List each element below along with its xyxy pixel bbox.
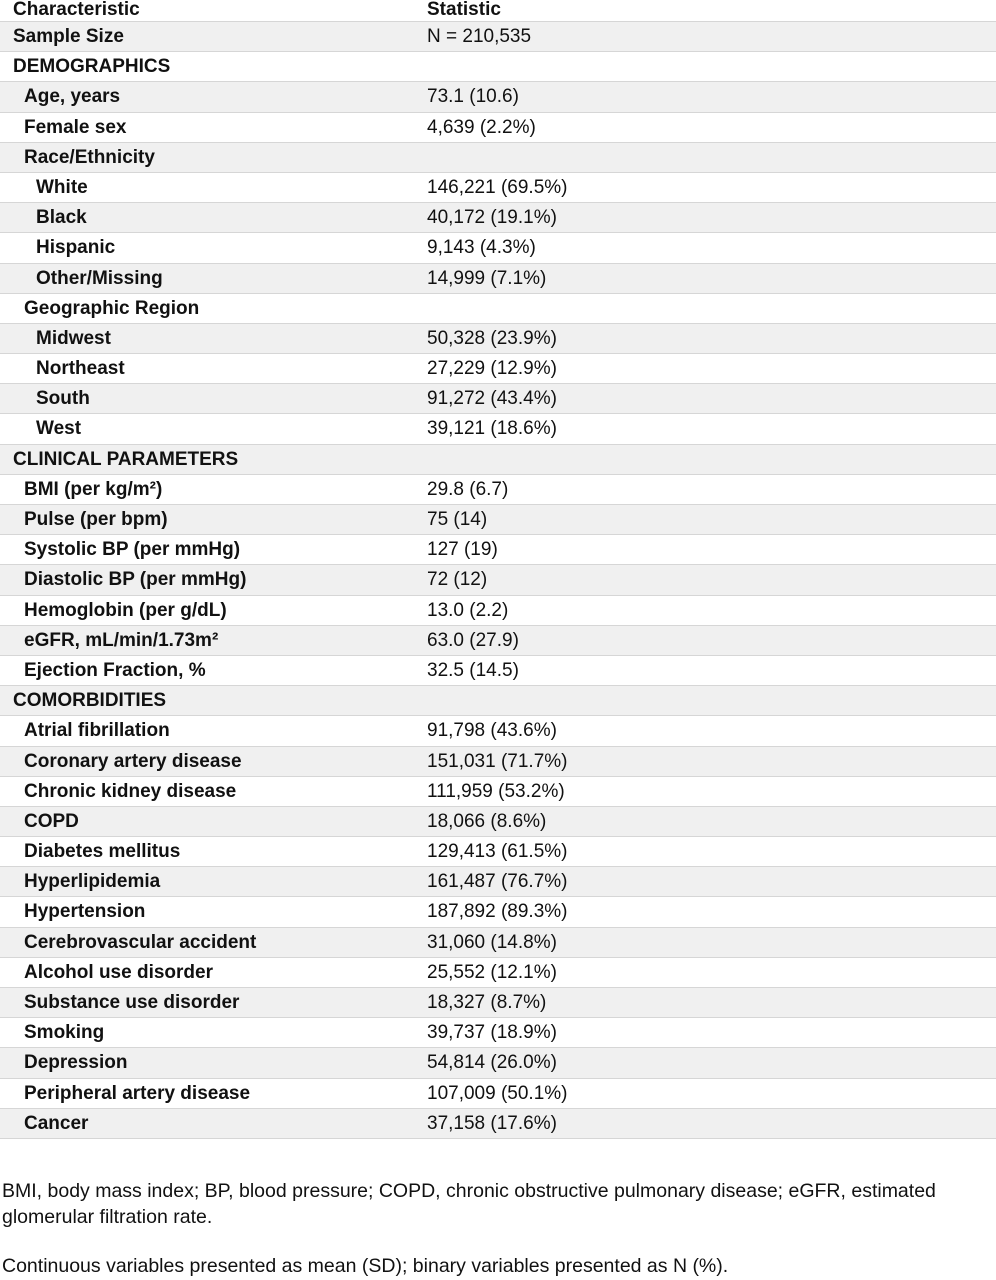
row-statistic: 32.5 (14.5) bbox=[427, 659, 519, 681]
row-statistic: 75 (14) bbox=[427, 509, 488, 530]
table-row bbox=[0, 656, 996, 686]
row-characteristic: Other/Missing bbox=[36, 267, 163, 289]
row-statistic: 27,229 (12.9%) bbox=[427, 358, 557, 380]
row-characteristic: Geographic Region bbox=[24, 297, 200, 319]
row-statistic: 91,272 (43.4%) bbox=[427, 388, 557, 410]
row-statistic: 13.0 (2.2) bbox=[427, 599, 509, 621]
row-characteristic: Hispanic bbox=[36, 237, 116, 259]
presentation-note: Continuous variables presented as mean (SD); binary variables presented as N (%). bbox=[2, 1255, 729, 1277]
row-statistic: 111,959 (53.2%) bbox=[427, 780, 565, 802]
row-statistic: 63.0 (27.9) bbox=[427, 629, 519, 651]
table-row bbox=[0, 958, 996, 988]
row-characteristic: Race/Ethnicity bbox=[24, 146, 155, 168]
row-characteristic: Chronic kidney disease bbox=[24, 780, 237, 802]
table-row bbox=[0, 807, 996, 837]
row-characteristic: Coronary artery disease bbox=[24, 750, 242, 772]
table-row bbox=[0, 928, 996, 958]
row-characteristic: CLINICAL PARAMETERS bbox=[13, 448, 239, 470]
table-row bbox=[0, 113, 996, 143]
table-row bbox=[0, 505, 996, 535]
row-statistic: 39,737 (18.9%) bbox=[427, 1022, 557, 1044]
table-row bbox=[0, 1048, 996, 1078]
table-row bbox=[0, 294, 996, 324]
row-characteristic: COPD bbox=[24, 810, 79, 832]
table-row bbox=[0, 1109, 996, 1139]
row-statistic: 39,121 (18.6%) bbox=[427, 418, 557, 440]
table-row bbox=[0, 384, 996, 414]
row-characteristic: Systolic BP (per mmHg) bbox=[24, 539, 241, 561]
row-characteristic: Hyperlipidemia bbox=[24, 871, 161, 893]
table-header-row bbox=[0, 0, 996, 22]
row-statistic: 4,639 (2.2%) bbox=[427, 116, 536, 138]
row-characteristic: Midwest bbox=[36, 327, 111, 349]
table-row bbox=[0, 264, 996, 294]
row-statistic: 73.1 (10.6) bbox=[427, 86, 519, 108]
table-row bbox=[0, 1079, 996, 1109]
table-row bbox=[0, 414, 996, 444]
row-statistic: 129,413 (61.5%) bbox=[427, 841, 568, 863]
header-characteristic: Characteristic bbox=[13, 0, 140, 20]
row-characteristic: Smoking bbox=[24, 1022, 105, 1044]
row-characteristic: Sample Size bbox=[13, 26, 124, 47]
header-statistic: Statistic bbox=[427, 0, 501, 20]
row-characteristic: Diastolic BP (per mmHg) bbox=[24, 569, 247, 591]
row-characteristic: Atrial fibrillation bbox=[24, 720, 170, 742]
table-row bbox=[0, 686, 996, 716]
row-statistic: 9,143 (4.3%) bbox=[427, 237, 536, 259]
table-row bbox=[0, 897, 996, 927]
table-row bbox=[0, 324, 996, 354]
table-row bbox=[0, 233, 996, 263]
table-body bbox=[0, 22, 996, 1139]
row-statistic: 54,814 (26.0%) bbox=[427, 1052, 557, 1074]
table-row bbox=[0, 22, 996, 52]
row-characteristic: Pulse (per bpm) bbox=[24, 509, 168, 530]
row-statistic: 91,798 (43.6%) bbox=[427, 720, 557, 742]
row-statistic: 187,892 (89.3%) bbox=[427, 901, 568, 923]
row-statistic: 18,066 (8.6%) bbox=[427, 810, 547, 832]
row-characteristic: Depression bbox=[24, 1052, 128, 1074]
table-row bbox=[0, 475, 996, 505]
abbreviations-note: BMI, body mass index; BP, blood pressure; COPD, chronic obstructive pulmonary disease; eGFR, estimated glomerular filtration rate. bbox=[2, 1180, 936, 1228]
row-characteristic: DEMOGRAPHICS bbox=[13, 56, 171, 78]
row-characteristic: Hypertension bbox=[24, 901, 146, 923]
row-characteristic: Peripheral artery disease bbox=[24, 1082, 251, 1104]
row-characteristic: Age, years bbox=[24, 86, 121, 108]
row-characteristic: eGFR, mL/min/1.73m² bbox=[24, 629, 219, 651]
row-characteristic: White bbox=[36, 176, 88, 198]
table-row bbox=[0, 143, 996, 173]
row-statistic: 50,328 (23.9%) bbox=[427, 327, 557, 349]
row-statistic: 37,158 (17.6%) bbox=[427, 1112, 557, 1134]
table-row bbox=[0, 596, 996, 626]
table-row bbox=[0, 535, 996, 565]
row-statistic: 72 (12) bbox=[427, 569, 488, 591]
row-statistic: 146,221 (69.5%) bbox=[427, 176, 568, 198]
row-characteristic: Ejection Fraction, % bbox=[24, 659, 206, 681]
table-row bbox=[0, 1018, 996, 1048]
row-characteristic: Diabetes mellitus bbox=[24, 841, 181, 863]
table-row bbox=[0, 867, 996, 897]
table-row bbox=[0, 626, 996, 656]
row-statistic: 18,327 (8.7%) bbox=[427, 992, 547, 1013]
row-characteristic: Black bbox=[36, 207, 87, 229]
row-characteristic: Northeast bbox=[36, 358, 125, 380]
row-statistic: 40,172 (19.1%) bbox=[427, 207, 557, 229]
table-row bbox=[0, 203, 996, 233]
row-statistic: 127 (19) bbox=[427, 539, 498, 561]
table-row bbox=[0, 82, 996, 112]
row-statistic: N = 210,535 bbox=[427, 26, 532, 47]
row-characteristic: Hemoglobin (per g/dL) bbox=[24, 599, 227, 621]
row-characteristic: COMORBIDITIES bbox=[13, 690, 167, 712]
table-row bbox=[0, 565, 996, 595]
table-row bbox=[0, 837, 996, 867]
row-characteristic: BMI (per kg/m²) bbox=[24, 478, 163, 500]
row-characteristic: South bbox=[36, 388, 90, 410]
table-row bbox=[0, 747, 996, 777]
table-row bbox=[0, 52, 996, 82]
table-row bbox=[0, 173, 996, 203]
table-footnotes bbox=[2, 1178, 992, 1279]
table-row bbox=[0, 445, 996, 475]
row-characteristic: Female sex bbox=[24, 116, 127, 138]
table-row bbox=[0, 988, 996, 1018]
row-characteristic: West bbox=[36, 418, 82, 440]
row-statistic: 151,031 (71.7%) bbox=[427, 750, 568, 772]
row-characteristic: Alcohol use disorder bbox=[24, 961, 213, 983]
row-statistic: 25,552 (12.1%) bbox=[427, 961, 557, 983]
row-statistic: 31,060 (14.8%) bbox=[427, 931, 557, 953]
row-statistic: 107,009 (50.1%) bbox=[427, 1082, 568, 1104]
row-statistic: 14,999 (7.1%) bbox=[427, 267, 547, 289]
table-row bbox=[0, 716, 996, 746]
row-characteristic: Cerebrovascular accident bbox=[24, 931, 257, 953]
row-characteristic: Cancer bbox=[24, 1112, 89, 1134]
row-statistic: 161,487 (76.7%) bbox=[427, 871, 568, 893]
row-statistic: 29.8 (6.7) bbox=[427, 478, 509, 500]
table-row bbox=[0, 354, 996, 384]
table-row bbox=[0, 777, 996, 807]
row-characteristic: Substance use disorder bbox=[24, 992, 240, 1013]
